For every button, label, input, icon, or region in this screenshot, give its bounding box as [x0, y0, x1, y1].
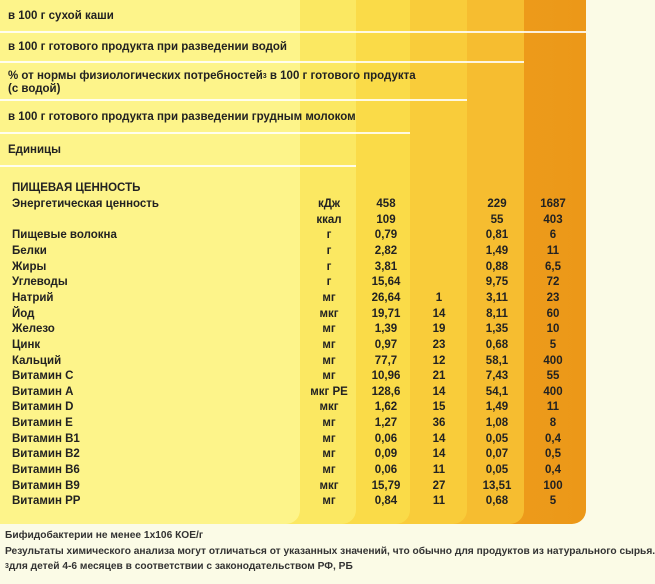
value-water: 0,88 — [485, 260, 509, 273]
separator — [0, 31, 586, 33]
value-water: 58,1 — [485, 354, 509, 367]
value-water: 3,11 — [486, 291, 508, 304]
table-row — [0, 416, 586, 432]
nutrient-name: Витамин В1 — [12, 432, 80, 445]
value-dry: 15,79 — [371, 479, 401, 492]
value-water: 229 — [487, 198, 507, 210]
nutrient-name: Энергетическая ценность — [12, 198, 159, 210]
unit: мкг — [319, 401, 339, 414]
unit: мг — [322, 291, 336, 304]
value-water: 9,75 — [485, 276, 509, 289]
table-row — [0, 244, 586, 260]
unit: мг — [322, 448, 336, 461]
unit: г — [326, 244, 332, 257]
unit: мг — [322, 354, 336, 367]
value-water: 1,49 — [485, 401, 509, 414]
footnote-marker: 3 — [5, 563, 9, 570]
value-breast-milk: 8 — [549, 417, 557, 430]
value-breast-milk: 400 — [543, 354, 563, 367]
footer-footnote — [5, 561, 353, 573]
value-breast-milk: 5 — [549, 338, 557, 351]
value-water: 54,1 — [485, 385, 509, 398]
table-row — [0, 432, 586, 448]
table-row — [0, 463, 586, 479]
value-breast-milk: 1687 — [540, 198, 566, 210]
table-row — [0, 369, 586, 385]
table-row — [0, 494, 586, 510]
value-percent-norm: 15 — [432, 401, 446, 414]
value-percent-norm: 36 — [432, 417, 446, 430]
unit: мг — [322, 495, 336, 508]
header-water: в 100 г готового продукта при разведении водой — [8, 41, 287, 53]
nutrient-name: Витамин А — [12, 385, 74, 398]
value-dry: 77,7 — [374, 354, 398, 367]
value-breast-milk: 5 — [549, 495, 557, 508]
value-percent-norm: 23 — [432, 338, 446, 351]
unit: мкг — [319, 307, 339, 320]
value-percent-norm: 27 — [432, 479, 446, 492]
value-dry: 10,96 — [371, 370, 401, 383]
value-water: 1,35 — [485, 323, 509, 336]
table-row — [0, 307, 586, 323]
footnote-marker: 3 — [262, 73, 267, 80]
value-water: 55 — [490, 213, 504, 226]
table-row — [0, 400, 586, 416]
separator — [0, 61, 524, 63]
separator — [0, 99, 467, 101]
value-dry: 2,82 — [374, 244, 398, 257]
header-units: Единицы — [8, 144, 61, 156]
value-dry: 0,06 — [374, 432, 398, 445]
value-percent-norm: 12 — [432, 354, 446, 367]
value-dry: 0,09 — [374, 448, 398, 461]
value-dry: 0,79 — [374, 229, 398, 242]
value-dry: 1,27 — [374, 417, 398, 430]
value-breast-milk: 0,4 — [545, 464, 561, 477]
footer-footnote-text: для детей 4-6 месяцев в соответствии с законодательством РФ, РБ — [8, 561, 353, 572]
table-row — [0, 385, 586, 401]
value-dry: 0,84 — [374, 495, 398, 508]
value-breast-milk: 23 — [546, 291, 560, 304]
header-breast-milk: в 100 г готового продукта при разведении грудным молоком — [8, 111, 356, 123]
table-row — [0, 260, 586, 276]
header-percent-norm-text: % от нормы физиологических потребностей — [8, 70, 263, 82]
value-breast-milk: 6,5 — [545, 260, 561, 273]
section-title: ПИЩЕВАЯ ЦЕННОСТЬ — [12, 182, 141, 194]
nutrient-name: Железо — [12, 323, 55, 336]
table-row — [0, 291, 586, 307]
value-dry: 458 — [376, 198, 396, 210]
unit: кДж — [317, 198, 341, 210]
table-row — [0, 322, 586, 338]
value-breast-milk: 6 — [549, 229, 557, 242]
value-dry: 0,06 — [374, 464, 398, 477]
unit: ккал — [316, 213, 342, 226]
value-breast-milk: 55 — [546, 370, 560, 383]
value-dry: 1,62 — [374, 401, 398, 414]
value-dry: 26,64 — [371, 291, 401, 304]
header-dry-porridge: в 100 г сухой каши — [8, 10, 114, 22]
nutrient-name: Витамин РР — [12, 495, 81, 508]
value-percent-norm: 21 — [432, 370, 446, 383]
unit: мг — [322, 464, 336, 477]
nutrient-name: Витамин В2 — [12, 448, 80, 461]
unit: г — [326, 276, 332, 289]
nutrient-name: Цинк — [12, 338, 41, 351]
table-row — [0, 213, 586, 229]
value-water: 0,68 — [485, 495, 509, 508]
value-water: 0,81 — [485, 229, 509, 242]
value-breast-milk: 11 — [546, 401, 560, 414]
value-water: 1,49 — [485, 244, 509, 257]
value-dry: 128,6 — [371, 385, 401, 398]
value-breast-milk: 10 — [546, 323, 560, 336]
unit: мг — [322, 323, 336, 336]
value-dry: 109 — [376, 213, 396, 226]
value-water: 1,08 — [485, 417, 509, 430]
separator — [0, 165, 356, 167]
unit: мг — [322, 370, 336, 383]
unit: мг — [322, 338, 336, 351]
unit: г — [326, 260, 332, 273]
value-water: 13,51 — [482, 479, 512, 492]
nutrient-name: Витамин D — [12, 401, 74, 414]
separator — [0, 132, 410, 134]
nutrient-name: Углеводы — [12, 276, 68, 289]
value-breast-milk: 72 — [546, 276, 560, 289]
footer-bifido: Бифидобактерии не менее 1х106 КОЕ/г — [5, 530, 204, 541]
nutrient-name: Натрий — [12, 291, 54, 304]
nutrient-name: Йод — [12, 307, 35, 320]
value-breast-milk: 100 — [543, 479, 563, 492]
table-row — [0, 447, 586, 463]
unit: мг — [322, 432, 336, 445]
footer-disclaimer: Результаты химического анализа могут отличаться от указанных значений, что обычно для продуктов из натурального сырья. — [5, 546, 655, 557]
value-breast-milk: 0,4 — [545, 432, 561, 445]
unit: г — [326, 229, 332, 242]
table-row — [0, 197, 586, 213]
value-percent-norm: 14 — [432, 385, 446, 398]
value-percent-norm: 14 — [432, 432, 446, 445]
value-percent-norm: 14 — [432, 307, 446, 320]
value-breast-milk: 0,5 — [545, 448, 561, 461]
nutrient-name: Витамин Е — [12, 417, 73, 430]
value-percent-norm: 11 — [432, 495, 446, 508]
value-percent-norm: 1 — [435, 291, 443, 304]
value-water: 8,11 — [486, 307, 508, 320]
value-breast-milk: 11 — [546, 244, 560, 257]
nutrient-name: Жиры — [12, 260, 47, 273]
value-percent-norm: 19 — [432, 323, 446, 336]
nutrient-name: Кальций — [12, 354, 62, 367]
nutrient-name: Витамин С — [12, 370, 74, 383]
value-dry: 1,39 — [374, 323, 398, 336]
value-percent-norm: 11 — [432, 464, 446, 477]
value-breast-milk: 403 — [543, 213, 563, 226]
value-breast-milk: 60 — [546, 307, 560, 320]
unit: мг — [322, 417, 336, 430]
nutrient-name: Витамин В6 — [12, 464, 80, 477]
table-row — [0, 338, 586, 354]
value-water: 0,68 — [485, 338, 509, 351]
value-dry: 15,64 — [371, 276, 401, 289]
unit: мкг — [319, 479, 339, 492]
nutrient-name: Белки — [12, 244, 47, 257]
table-row — [0, 228, 586, 244]
value-water: 7,43 — [485, 370, 509, 383]
value-percent-norm: 14 — [432, 448, 446, 461]
value-water: 0,05 — [485, 464, 509, 477]
value-dry: 19,71 — [371, 307, 401, 320]
header-percent-norm-line2: (с водой) — [8, 83, 61, 95]
nutrient-name: Пищевые волокна — [12, 229, 117, 242]
value-breast-milk: 400 — [543, 385, 563, 398]
value-dry: 0,97 — [374, 338, 398, 351]
table-row — [0, 479, 586, 495]
header-percent-norm-text-end: в 100 г готового продукта — [266, 70, 416, 82]
value-dry: 3,81 — [374, 260, 398, 273]
nutrient-name: Витамин В9 — [12, 479, 80, 492]
table-row — [0, 354, 586, 370]
table-row — [0, 275, 586, 291]
value-water: 0,05 — [485, 432, 509, 445]
unit: мкг РЕ — [310, 385, 348, 398]
value-water: 0,07 — [485, 448, 509, 461]
header-percent-norm — [8, 70, 416, 83]
